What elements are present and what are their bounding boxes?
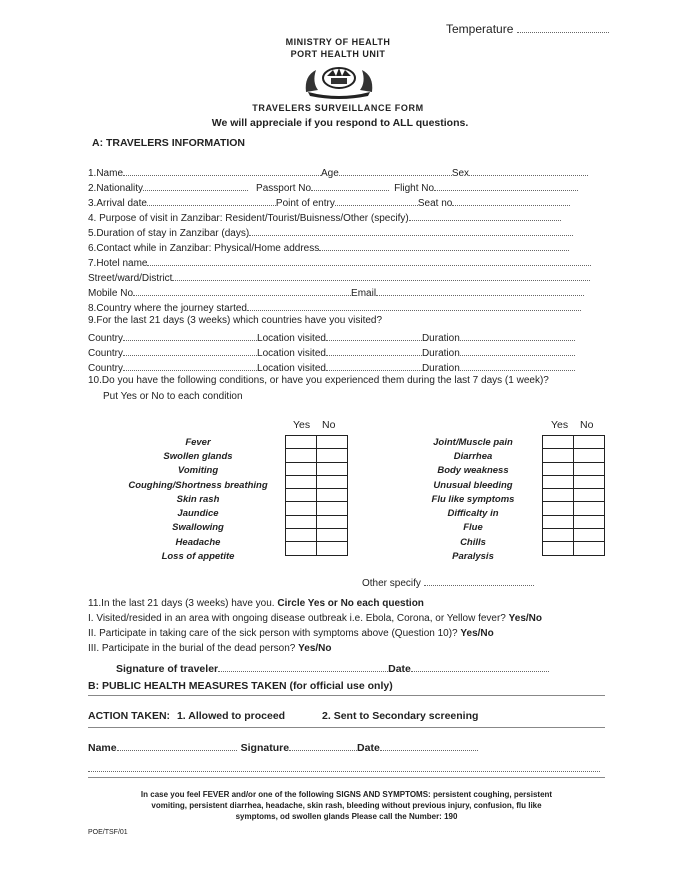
duration-input[interactable] (460, 345, 575, 356)
ministry-title: MINISTRY OF HEALTH (285, 37, 391, 47)
no-checkbox[interactable] (317, 529, 348, 542)
temperature-label: Temperature (446, 22, 514, 36)
q11-ii-text: II. Participate in taking care of the sick person with symptoms above (Question 10)? (88, 628, 458, 639)
no-checkbox[interactable] (574, 449, 605, 462)
symptom-label: Flue (463, 522, 483, 533)
yes-checkbox[interactable] (543, 529, 574, 542)
q11-i-text: I. Visited/resided in an area with ongoing disease outbreak i.e. Ebola, Corona, or Yellow fever? (88, 613, 506, 624)
q11-prefix: 11.In the last 21 days (3 weeks) have you. (88, 598, 275, 609)
mobile-row (88, 285, 584, 299)
notice-line: symptoms, od swollen glands Please call the Number: 190 (235, 812, 458, 821)
yes-checkbox[interactable] (543, 489, 574, 502)
seat-label: Seat no (417, 198, 453, 209)
section-b-title: B: PUBLIC HEALTH MEASURES TAKEN (for official use only) (88, 680, 393, 692)
other-specify-row (362, 575, 534, 589)
action-taken-row (88, 710, 478, 722)
q10-label: 10.Do you have the following conditions, or have you experienced them during the last 7 days (1 week)? (88, 375, 549, 386)
sex-label: Sex (451, 168, 470, 179)
official-name-label: Name (88, 742, 117, 754)
flight-label: Flight No (394, 183, 435, 194)
symptom-label: Difficalty in (447, 508, 499, 519)
yes-checkbox[interactable] (543, 475, 574, 488)
symptom-label: Paralysis (452, 551, 494, 562)
yes-checkbox[interactable] (543, 542, 574, 555)
yes-checkbox[interactable] (286, 475, 317, 488)
yes-checkbox[interactable] (543, 515, 574, 528)
q11-iii-row (88, 643, 332, 654)
age-label: Age (321, 168, 339, 179)
yes-checkbox[interactable] (543, 436, 574, 449)
street-input[interactable] (172, 270, 590, 281)
q11-i-row (88, 613, 542, 624)
duration-input[interactable] (460, 360, 575, 371)
country-row (88, 345, 575, 359)
duration-label: Duration (421, 333, 460, 344)
country-row (88, 330, 575, 344)
symptom-label: Unusual bleeding (433, 480, 513, 491)
age-input[interactable] (339, 165, 452, 176)
no-checkbox[interactable] (574, 542, 605, 555)
symptom-label: Swallowing (172, 522, 224, 533)
no-header-left: No (322, 419, 336, 431)
name-input[interactable] (123, 165, 321, 176)
no-checkbox[interactable] (574, 529, 605, 542)
official-signature-input[interactable] (289, 740, 357, 751)
traveler-signature-label: Signature of traveler (116, 663, 219, 675)
sex-input[interactable] (469, 165, 588, 176)
official-name-input[interactable] (117, 740, 237, 751)
q2-row (88, 180, 578, 194)
divider (88, 695, 605, 696)
q10-instruction: Put Yes or No to each condition (103, 391, 243, 402)
symptom-grid-left (285, 435, 348, 556)
symptom-label: Headache (175, 537, 221, 548)
action-taken-label: ACTION TAKEN: (88, 710, 171, 722)
no-checkbox[interactable] (574, 475, 605, 488)
street-row (88, 270, 590, 284)
yes-checkbox[interactable] (286, 462, 317, 475)
official-date-label: Date (357, 742, 380, 754)
email-label: Email (351, 288, 377, 299)
duration-stay-label: 5.Duration of stay in Zanzibar (days) (88, 228, 250, 239)
name-label: 1.Name (88, 168, 124, 179)
duration-stay-input[interactable] (249, 225, 573, 236)
contact-label: 6.Contact while in Zanzibar: Physical/Home address (88, 243, 320, 254)
symptom-label: Skin rash (176, 494, 220, 505)
point-label: Point of entry (275, 198, 335, 209)
duration-label: Duration (421, 348, 460, 359)
q11-instruction: Circle Yes or No each question (277, 598, 424, 609)
form-title: TRAVELERS SURVEILLANCE FORM (252, 103, 424, 113)
symptom-label: Body weakness (437, 465, 509, 476)
mobile-input[interactable] (133, 285, 351, 296)
q11-iii-text: III. Participate in the burial of the dead person? (88, 643, 296, 654)
notice-line: vomiting, persistent diarrhea, headache, skin rash, bleeding without previous injury, confusion, flu like (151, 801, 542, 810)
passport-label: Passport No (256, 183, 312, 194)
location-input[interactable] (326, 330, 422, 341)
divider (88, 777, 605, 778)
symptom-label: Jaundice (177, 508, 219, 519)
yes-checkbox[interactable] (543, 462, 574, 475)
location-label: Location visited (257, 333, 326, 344)
no-checkbox[interactable] (317, 502, 348, 515)
official-signature-label: Signature (240, 742, 290, 754)
no-checkbox[interactable] (317, 462, 348, 475)
no-checkbox[interactable] (574, 515, 605, 528)
symptom-label: Joint/Muscle pain (433, 437, 513, 448)
point-input[interactable] (335, 195, 418, 206)
purpose-input[interactable] (409, 210, 561, 221)
q9-label: 9.For the last 21 days (3 weeks) which countries have you visited? (88, 315, 383, 326)
temperature-field[interactable] (446, 22, 609, 36)
country-input[interactable] (123, 330, 257, 341)
passport-input[interactable] (311, 180, 389, 191)
divider (88, 727, 605, 728)
journey-input[interactable] (247, 300, 581, 311)
q3-row (88, 195, 570, 209)
yes-checkbox[interactable] (286, 489, 317, 502)
country-label: Country (88, 363, 124, 374)
yes-checkbox[interactable] (286, 449, 317, 462)
journey-label: 8.Country where the journey started (88, 303, 247, 314)
q11-i-yes-no[interactable]: Yes/No (508, 613, 542, 624)
q7-row (88, 255, 591, 269)
duration-label: Duration (421, 363, 460, 374)
nationality-label: 2.Nationality (88, 183, 144, 194)
no-checkbox[interactable] (317, 515, 348, 528)
yes-checkbox[interactable] (286, 436, 317, 449)
flight-input[interactable] (434, 180, 578, 191)
no-checkbox[interactable] (317, 436, 348, 449)
traveler-date-label: Date (388, 663, 411, 675)
traveler-signature-row (116, 661, 549, 675)
yes-checkbox[interactable] (286, 502, 317, 515)
no-checkbox[interactable] (317, 542, 348, 555)
location-input[interactable] (326, 360, 422, 371)
q4-row (88, 210, 561, 224)
symptom-grid-right (542, 435, 605, 556)
country-label: Country (88, 348, 124, 359)
q5-row (88, 225, 573, 239)
yes-checkbox[interactable] (286, 542, 317, 555)
hotel-input[interactable] (147, 255, 591, 266)
symptom-label: Loss of appetite (161, 551, 235, 562)
other-specify-label: Other specify (362, 578, 421, 589)
q11-iii-yes-no[interactable]: Yes/No (298, 643, 332, 654)
arrival-input[interactable] (147, 195, 276, 206)
symptom-label: Diarrhea (453, 451, 493, 462)
unit-title: PORT HEALTH UNIT (290, 49, 386, 59)
traveler-date-input[interactable] (411, 661, 549, 672)
hotel-label: 7.Hotel name (88, 258, 148, 269)
location-label: Location visited (257, 348, 326, 359)
location-label: Location visited (257, 363, 326, 374)
no-checkbox[interactable] (317, 489, 348, 502)
duration-input[interactable] (460, 330, 575, 341)
yes-checkbox[interactable] (286, 529, 317, 542)
street-label: Street/ward/District (88, 273, 173, 284)
option-allowed-proceed[interactable]: 1. Allowed to proceed (176, 710, 286, 722)
yes-header-right: Yes (551, 419, 569, 431)
yes-header-left: Yes (293, 419, 311, 431)
country-label: Country (88, 333, 124, 344)
form-code: POE/TSF/01 (88, 829, 128, 836)
symptom-label: Coughing/Shortness breathing (128, 480, 268, 491)
traveler-signature-input[interactable] (218, 661, 388, 672)
official-date-input[interactable] (380, 740, 478, 751)
official-signature-row (88, 740, 478, 754)
yes-checkbox[interactable] (286, 515, 317, 528)
yes-checkbox[interactable] (543, 449, 574, 462)
contact-input[interactable] (319, 240, 569, 251)
remarks-line[interactable] (88, 763, 600, 772)
option-secondary-screening[interactable]: 2. Sent to Secondary screening (322, 710, 479, 722)
no-header-right: No (580, 419, 594, 431)
q1-row (88, 165, 588, 179)
seat-input[interactable] (452, 195, 570, 206)
symptom-label: Vomiting (177, 465, 219, 476)
country-row (88, 360, 575, 374)
symptom-label: Swollen glands (163, 451, 233, 462)
coat-of-arms-icon (298, 62, 380, 100)
appeal-text: We will appreciale if you respond to ALL questions. (211, 117, 469, 129)
no-checkbox[interactable] (574, 502, 605, 515)
section-a-title: A: TRAVELERS INFORMATION (92, 137, 246, 149)
notice-line: In case you feel FEVER and/or one of the following SIGNS AND SYMPTOMS: persistent coughing, persistent (140, 790, 553, 799)
other-specify-input[interactable] (424, 575, 534, 586)
symptom-label: Fever (185, 437, 211, 448)
yes-checkbox[interactable] (543, 502, 574, 515)
symptom-label: Flu like symptoms (431, 494, 515, 505)
no-checkbox[interactable] (574, 436, 605, 449)
q11-heading (88, 598, 424, 609)
q11-ii-yes-no[interactable]: Yes/No (460, 628, 494, 639)
no-checkbox[interactable] (574, 489, 605, 502)
email-input[interactable] (376, 285, 584, 296)
q6-row (88, 240, 569, 254)
no-checkbox[interactable] (574, 462, 605, 475)
nationality-input[interactable] (143, 180, 248, 191)
country-input[interactable] (123, 345, 257, 356)
no-checkbox[interactable] (317, 449, 348, 462)
q8-row (88, 300, 581, 314)
no-checkbox[interactable] (317, 475, 348, 488)
purpose-label: 4. Purpose of visit in Zanzibar: Resident/Tourist/Buisness/Other (specify) (88, 213, 409, 224)
country-input[interactable] (123, 360, 257, 371)
location-input[interactable] (326, 345, 422, 356)
symptom-label: Chills (460, 537, 486, 548)
arrival-label: 3.Arrival date (88, 198, 147, 209)
mobile-label: Mobile No (88, 288, 134, 299)
q11-ii-row (88, 628, 494, 639)
